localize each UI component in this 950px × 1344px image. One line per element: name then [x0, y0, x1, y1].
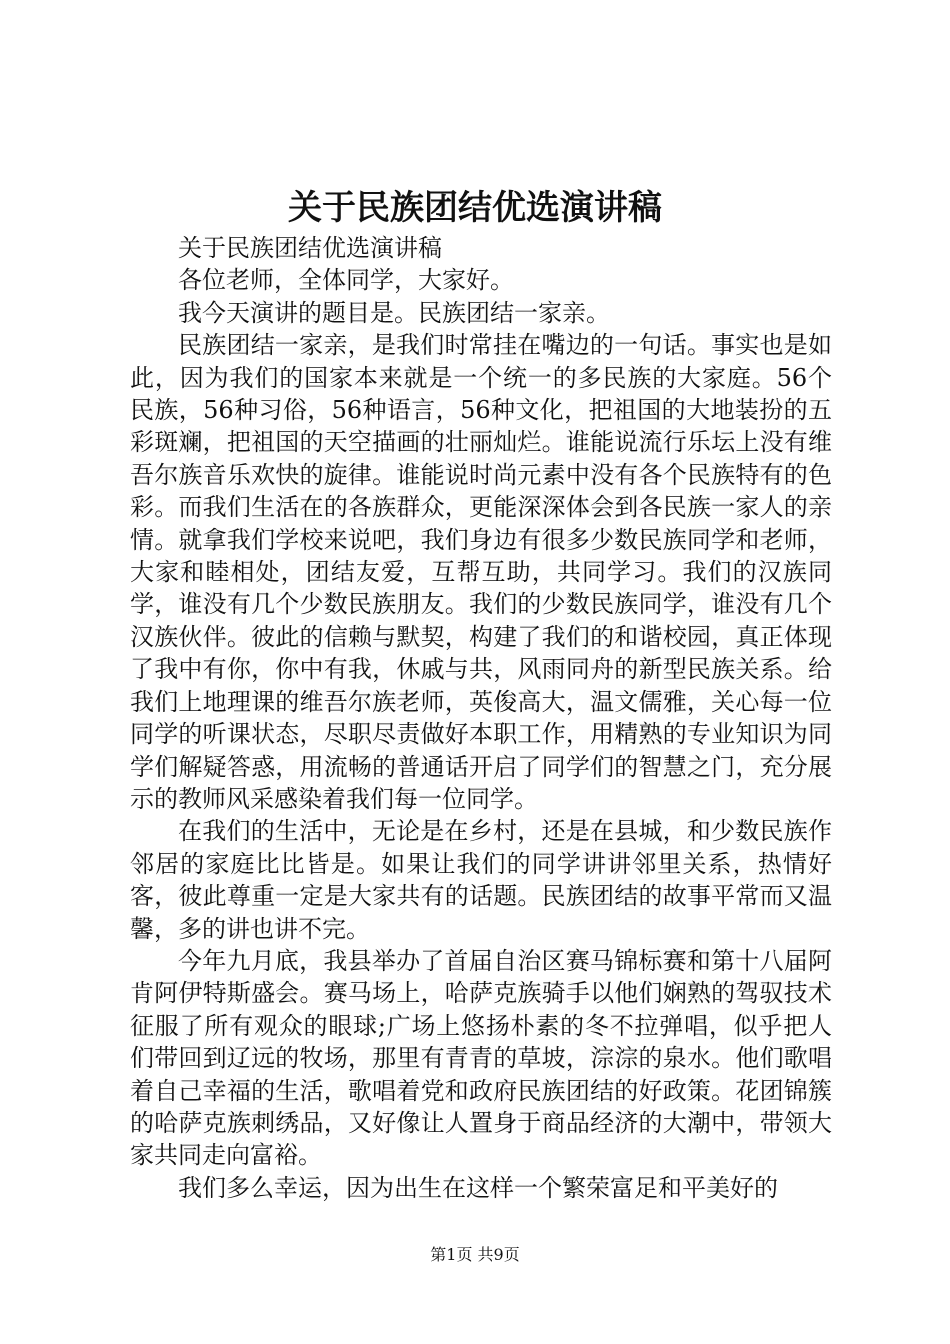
paragraph: 今年九月底，我县举办了首届自治区赛马锦标赛和第十八届阿肯阿伊特斯盛会。赛马场上，哈萨克族骑手以他们娴熟的驾驭技术征服了所有观众的眼球;广场上悠扬朴素的冬不拉弹唱，似乎把人们带回到辽远的牧场，那里有青青的草坡，淙淙的泉水。他们歌唱着自己幸福的生活，歌唱着党和政府民族团结的好政策。花团锦簇的哈萨克族刺绣品，又好像让人置身于商品经济的大潮中，带领大家共同走向富裕。	[130, 946, 832, 1170]
paragraph: 我今天演讲的题目是。民族团结一家亲。	[178, 298, 610, 327]
paragraph: 关于民族团结优选演讲稿	[178, 234, 442, 262]
paragraph: 我们多么幸运，因为出生在这样一个繁荣富足和平美好的	[178, 1173, 778, 1202]
document-title: 关于民族团结优选演讲稿	[288, 188, 662, 228]
paragraph: 民族团结一家亲，是我们时常挂在嘴边的一句话。事实也是如此，因为我们的国家本来就是一个统一的多民族的大家庭。56个民族，56种习俗，56种语言，56种文化，把祖国的大地装扮的五彩斑斓，把祖国的天空描画的壮丽灿烂。谁能说流行乐坛上没有维吾尔族音乐欢快的旋律。谁能说时尚元素中没有各个民族特有的色彩。而我们生活在的各族群众，更能深深体会到各民族一家人的亲情。就拿我们学校来说吧，我们身边有很多少数民族同学和老师，大家和睦相处，团结友爱，互帮互助，共同学习。我们的汉族同学，谁没有几个少数民族朋友。我们的少数民族同学，谁没有几个汉族伙伴。彼此的信赖与默契，构建了我们的和谐校园，真正体现了我中有你，你中有我，休戚与共，风雨同舟的新型民族关系。给我们上地理课的维吾尔族老师，英俊高大，温文儒雅，关心每一位同学的听课状态，尽职尽责做好本职工作，用精熟的专业知识为同学们解疑答惑，用流畅的普通话开启了同学们的智慧之门，充分展示的教师风采感染着我们每一位同学。	[130, 331, 832, 813]
page-number-footer: 第1页 共9页	[430, 1245, 520, 1264]
document-body	[130, 232, 832, 1204]
paragraph: 各位老师，全体同学，大家好。	[178, 266, 514, 295]
paragraph: 在我们的生活中，无论是在乡村，还是在县城，和少数民族作邻居的家庭比比皆是。如果让我们的同学讲讲邻里关系，热情好客，彼此尊重一定是大家共有的话题。民族团结的故事平常而又温馨，多的讲也讲不完。	[130, 817, 832, 943]
